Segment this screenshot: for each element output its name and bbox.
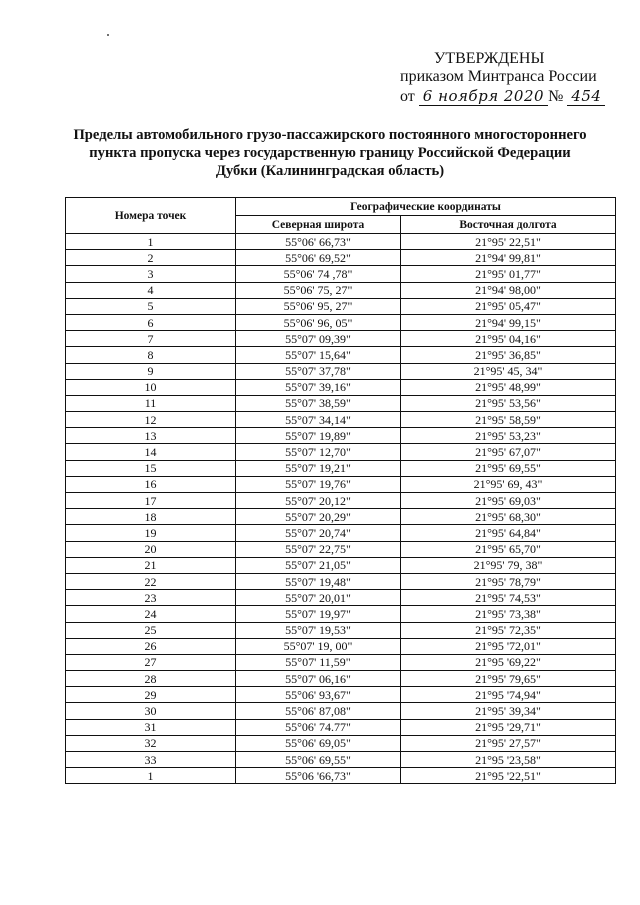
longitude-cell: 21°95 '22,51" (401, 768, 616, 784)
table-row (66, 412, 616, 428)
latitude-cell: 55°07' 34,14" (236, 412, 401, 428)
longitude-cell: 21°94' 99,15" (401, 314, 616, 330)
longitude-cell: 21°95' 69,55" (401, 460, 616, 476)
longitude-cell: 21°95 '72,01" (401, 638, 616, 654)
table-row (66, 573, 616, 589)
longitude-cell: 21°95' 78,79" (401, 573, 616, 589)
table-row (66, 250, 616, 266)
table-row (66, 298, 616, 314)
table-row (66, 606, 616, 622)
point-number-cell: 16 (66, 476, 236, 492)
point-number-cell: 27 (66, 654, 236, 670)
point-number-cell: 6 (66, 314, 236, 330)
longitude-cell: 21°95' 64,84" (401, 525, 616, 541)
table-row (66, 703, 616, 719)
latitude-cell: 55°07' 22,75" (236, 541, 401, 557)
title-line-2: пункта пропуска через государственную границу Российской Федерации (89, 145, 571, 161)
point-number-cell: 15 (66, 460, 236, 476)
latitude-cell: 55°07' 19,48" (236, 573, 401, 589)
table-row (66, 379, 616, 395)
longitude-cell: 21°95 '23,58" (401, 752, 616, 768)
table-row (66, 395, 616, 411)
latitude-cell: 55°06' 74.77" (236, 719, 401, 735)
table-row (66, 266, 616, 282)
longitude-cell: 21°95' 67,07" (401, 444, 616, 460)
longitude-cell: 21°95' 45, 34" (401, 363, 616, 379)
latitude-cell: 55°06' 69,52" (236, 250, 401, 266)
point-number-cell: 11 (66, 395, 236, 411)
point-number-cell: 1 (66, 234, 236, 250)
latitude-cell: 55°07' 15,64" (236, 347, 401, 363)
latitude-cell: 55°06' 69,05" (236, 735, 401, 751)
longitude-cell: 21°95' 69, 43" (401, 476, 616, 492)
point-number-cell: 32 (66, 735, 236, 751)
table-row (66, 493, 616, 509)
table-row (66, 557, 616, 573)
date-prefix: от (400, 88, 415, 105)
longitude-cell: 21°94' 98,00" (401, 282, 616, 298)
table-row (66, 687, 616, 703)
title-line-3: Дубки (Калининградская область) (215, 163, 445, 179)
table-row (66, 282, 616, 298)
point-number-cell: 26 (66, 638, 236, 654)
longitude-cell: 21°95' 79, 38" (401, 557, 616, 573)
latitude-cell: 55°07' 19,97" (236, 606, 401, 622)
longitude-cell: 21°95' 65,70" (401, 541, 616, 557)
longitude-cell: 21°95' 53,23" (401, 428, 616, 444)
latitude-cell: 55°06' 93,67" (236, 687, 401, 703)
latitude-cell: 55°06' 66,73" (236, 234, 401, 250)
latitude-cell: 55°06' 75, 27" (236, 282, 401, 298)
table-body (66, 234, 616, 784)
latitude-cell: 55°06' 87,08" (236, 703, 401, 719)
number-sign: № (548, 88, 564, 105)
table-row (66, 363, 616, 379)
approval-date-line (400, 87, 605, 106)
latitude-cell: 55°07' 37,78" (236, 363, 401, 379)
point-number-cell: 19 (66, 525, 236, 541)
latitude-cell: 55°07' 12,70" (236, 444, 401, 460)
longitude-cell: 21°95' 36,85" (401, 347, 616, 363)
longitude-cell: 21°95 '74,94" (401, 687, 616, 703)
longitude-cell: 21°95' 53,56" (401, 395, 616, 411)
table-row (66, 476, 616, 492)
title-line-1: Пределы автомобильного грузо-пассажирского постоянного многостороннего (73, 127, 587, 143)
latitude-cell: 55°07' 39,16" (236, 379, 401, 395)
point-number-cell: 3 (66, 266, 236, 282)
header-latitude: Северная широта (236, 216, 401, 234)
longitude-cell: 21°95 '29,71" (401, 719, 616, 735)
longitude-cell: 21°95' 05,47" (401, 298, 616, 314)
latitude-cell: 55°07' 19,21" (236, 460, 401, 476)
point-number-cell: 30 (66, 703, 236, 719)
longitude-cell: 21°95' 39,34" (401, 703, 616, 719)
latitude-cell: 55°06' 96, 05" (236, 314, 401, 330)
coordinates-table (65, 197, 616, 784)
longitude-cell: 21°95 '69,22" (401, 654, 616, 670)
table-row (66, 234, 616, 250)
latitude-cell: 55°07' 19,76" (236, 476, 401, 492)
latitude-cell: 55°07' 20,29" (236, 509, 401, 525)
point-number-cell: 13 (66, 428, 236, 444)
longitude-cell: 21°94' 99,81" (401, 250, 616, 266)
longitude-cell: 21°95' 27,57" (401, 735, 616, 751)
table-row (66, 622, 616, 638)
point-number-cell: 5 (66, 298, 236, 314)
point-number-cell: 20 (66, 541, 236, 557)
longitude-cell: 21°95' 72,35" (401, 622, 616, 638)
longitude-cell: 21°95' 74,53" (401, 590, 616, 606)
point-number-cell: 25 (66, 622, 236, 638)
point-number-cell: 24 (66, 606, 236, 622)
approval-order: приказом Минтранса России (400, 68, 597, 85)
approval-heading: УТВЕРЖДЕНЫ (434, 50, 545, 67)
longitude-cell: 21°95' 69,03" (401, 493, 616, 509)
latitude-cell: 55°06 '66,73" (236, 768, 401, 784)
longitude-cell: 21°95' 58,59" (401, 412, 616, 428)
point-number-cell: 31 (66, 719, 236, 735)
table-row (66, 541, 616, 557)
point-number-cell: 4 (66, 282, 236, 298)
longitude-cell: 21°95' 79,65" (401, 671, 616, 687)
table-row (66, 331, 616, 347)
table-row (66, 768, 616, 784)
table-row (66, 314, 616, 330)
point-number-cell: 28 (66, 671, 236, 687)
point-number-cell: 18 (66, 509, 236, 525)
header-longitude: Восточная долгота (401, 216, 616, 234)
point-number-cell: 7 (66, 331, 236, 347)
table-row (66, 347, 616, 363)
latitude-cell: 55°06' 95, 27" (236, 298, 401, 314)
scan-speck (107, 34, 109, 36)
latitude-cell: 55°07' 19, 00" (236, 638, 401, 654)
point-number-cell: 23 (66, 590, 236, 606)
point-number-cell: 12 (66, 412, 236, 428)
latitude-cell: 55°07' 11,59" (236, 654, 401, 670)
longitude-cell: 21°95' 68,30" (401, 509, 616, 525)
table-row (66, 638, 616, 654)
latitude-cell: 55°07' 38,59" (236, 395, 401, 411)
table-row (66, 735, 616, 751)
table-row (66, 719, 616, 735)
point-number-cell: 17 (66, 493, 236, 509)
header-geo-coordinates: Географические координаты (236, 198, 616, 216)
table-row (66, 654, 616, 670)
header-point-numbers: Номера точек (66, 198, 236, 234)
point-number-cell: 33 (66, 752, 236, 768)
longitude-cell: 21°95' 22,51" (401, 234, 616, 250)
table-row (66, 752, 616, 768)
latitude-cell: 55°06' 69,55" (236, 752, 401, 768)
latitude-cell: 55°07' 06,16" (236, 671, 401, 687)
latitude-cell: 55°07' 19,89" (236, 428, 401, 444)
table-row (66, 428, 616, 444)
latitude-cell: 55°07' 20,12" (236, 493, 401, 509)
table-row (66, 590, 616, 606)
latitude-cell: 55°07' 20,01" (236, 590, 401, 606)
latitude-cell: 55°07' 20,74" (236, 525, 401, 541)
point-number-cell: 14 (66, 444, 236, 460)
point-number-cell: 8 (66, 347, 236, 363)
document-title (60, 126, 600, 180)
point-number-cell: 9 (66, 363, 236, 379)
longitude-cell: 21°95' 01,77" (401, 266, 616, 282)
point-number-cell: 21 (66, 557, 236, 573)
longitude-cell: 21°95' 04,16" (401, 331, 616, 347)
handwritten-number: 454 (567, 87, 605, 106)
point-number-cell: 1 (66, 768, 236, 784)
latitude-cell: 55°06' 74 ,78" (236, 266, 401, 282)
table-row (66, 671, 616, 687)
point-number-cell: 2 (66, 250, 236, 266)
latitude-cell: 55°07' 21,05" (236, 557, 401, 573)
handwritten-date: 6 ноября 2020 (419, 87, 548, 106)
point-number-cell: 22 (66, 573, 236, 589)
longitude-cell: 21°95' 48,99" (401, 379, 616, 395)
point-number-cell: 29 (66, 687, 236, 703)
point-number-cell: 10 (66, 379, 236, 395)
table-row (66, 525, 616, 541)
table-row (66, 460, 616, 476)
latitude-cell: 55°07' 09,39" (236, 331, 401, 347)
table-row (66, 444, 616, 460)
longitude-cell: 21°95' 73,38" (401, 606, 616, 622)
table-row (66, 509, 616, 525)
latitude-cell: 55°07' 19,53" (236, 622, 401, 638)
